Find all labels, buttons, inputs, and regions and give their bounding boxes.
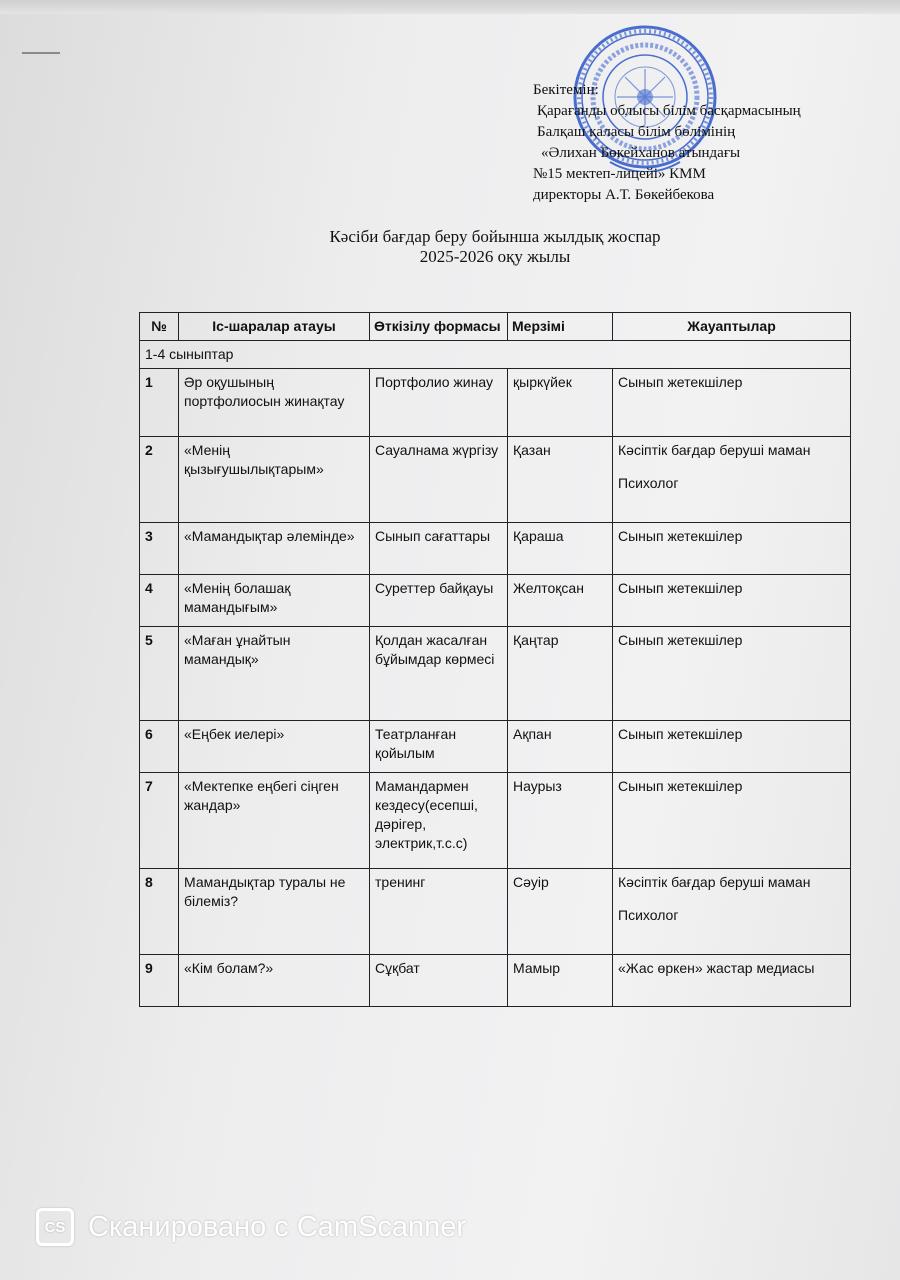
table-row (140, 437, 851, 523)
table-row (140, 955, 851, 1007)
plan-table (139, 312, 851, 1007)
row-event-name: «Менің қызығушылықтарым» (179, 437, 370, 523)
responsible-line: Сынып жетекшілер (618, 778, 743, 794)
approval-line: директоры А.Т. Бөкейбекова (533, 187, 715, 203)
responsible-line: «Жас өркен» жастар медиасы (618, 960, 815, 976)
row-term: Сәуір (508, 869, 613, 955)
row-term: Наурыз (508, 773, 613, 869)
row-form: Портфолио жинау (370, 369, 508, 437)
header-form: Өткізілу формасы (370, 313, 508, 341)
row-responsible (613, 437, 851, 523)
camscanner-logo-icon: CS (36, 1208, 74, 1246)
row-term: қыркүйек (508, 369, 613, 437)
row-term: Қаңтар (508, 627, 613, 721)
approval-line: Қарағанды облысы білім басқармасының (537, 103, 801, 119)
row-number: 9 (140, 955, 179, 1007)
row-responsible (613, 955, 851, 1007)
row-form: Суреттер байқауы (370, 575, 508, 627)
row-responsible (613, 369, 851, 437)
responsible-line: Сынып жетекшілер (618, 632, 743, 648)
row-number: 6 (140, 721, 179, 773)
table-row (140, 523, 851, 575)
responsible-line: Кәсіптік бағдар беруші маман (618, 442, 811, 458)
camscanner-watermark (36, 1208, 466, 1246)
approval-line: Балқаш қаласы білім бөлімінің (537, 124, 736, 140)
document-title: Кәсіби бағдар беру бойынша жылдық жоспар (329, 227, 661, 246)
row-form: Мамандармен кездесу(есепші, дәрігер, электрик,т.с.с) (370, 773, 508, 869)
section-row (140, 341, 851, 369)
table-row (140, 575, 851, 627)
header-number: № (140, 313, 179, 341)
approval-line: №15 мектеп-лицейі» КММ (533, 166, 706, 182)
responsible-line: Психолог (618, 907, 679, 923)
row-responsible (613, 523, 851, 575)
responsible-line: Сынып жетекшілер (618, 374, 743, 390)
row-responsible (613, 773, 851, 869)
row-event-name: Әр оқушының портфолиосын жинақтау (179, 369, 370, 437)
table-row (140, 369, 851, 437)
table-row (140, 773, 851, 869)
row-term: Қазан (508, 437, 613, 523)
table-row (140, 869, 851, 955)
row-form: Сауалнама жүргізу (370, 437, 508, 523)
row-form: Театрланған қойылым (370, 721, 508, 773)
row-term: Ақпан (508, 721, 613, 773)
row-number: 7 (140, 773, 179, 869)
page-top-edge (0, 0, 900, 14)
row-term: Қараша (508, 523, 613, 575)
row-term: Желтоқсан (508, 575, 613, 627)
row-number: 4 (140, 575, 179, 627)
row-event-name: «Кім болам?» (179, 955, 370, 1007)
watermark-text: Сканировано с CamScanner (88, 1210, 467, 1243)
row-number: 1 (140, 369, 179, 437)
row-event-name: «Мамандықтар әлемінде» (179, 523, 370, 575)
row-responsible (613, 627, 851, 721)
row-event-name: Мамандықтар туралы не білеміз? (179, 869, 370, 955)
row-form: Сұқбат (370, 955, 508, 1007)
academic-year: 2025-2026 оқу жылы (419, 247, 571, 266)
row-responsible (613, 575, 851, 627)
row-form: тренинг (370, 869, 508, 955)
row-form: Қолдан жасалған бұйымдар көрмесі (370, 627, 508, 721)
row-event-name: «Еңбек иелері» (179, 721, 370, 773)
header-term: Мерзімі (508, 313, 613, 341)
row-number: 5 (140, 627, 179, 721)
row-responsible (613, 721, 851, 773)
row-form: Сынып сағаттары (370, 523, 508, 575)
table-row (140, 627, 851, 721)
responsible-line: Кәсіптік бағдар беруші маман (618, 874, 811, 890)
row-number: 2 (140, 437, 179, 523)
row-event-name: «Мектепке еңбегі сіңген жандар» (179, 773, 370, 869)
section-label: 1-4 сыныптар (140, 341, 851, 369)
table-row (140, 721, 851, 773)
pen-mark (22, 52, 60, 54)
approval-line: «Әлихан Бөкейханов атындағы (541, 145, 741, 161)
responsible-line: Психолог (618, 475, 679, 491)
approval-line: Бекітемін: (533, 82, 599, 98)
row-number: 3 (140, 523, 179, 575)
responsible-line: Сынып жетекшілер (618, 528, 743, 544)
row-event-name: «Маған ұнайтын мамандық» (179, 627, 370, 721)
row-number: 8 (140, 869, 179, 955)
table-header-row (140, 313, 851, 341)
row-responsible (613, 869, 851, 955)
responsible-line: Сынып жетекшілер (618, 580, 743, 596)
header-event-name: Іс-шаралар атауы (179, 313, 370, 341)
responsible-line: Сынып жетекшілер (618, 726, 743, 742)
row-term: Мамыр (508, 955, 613, 1007)
row-event-name: «Менің болашақ мамандығым» (179, 575, 370, 627)
approval-block (533, 80, 873, 206)
header-responsible: Жауаптылар (613, 313, 851, 341)
